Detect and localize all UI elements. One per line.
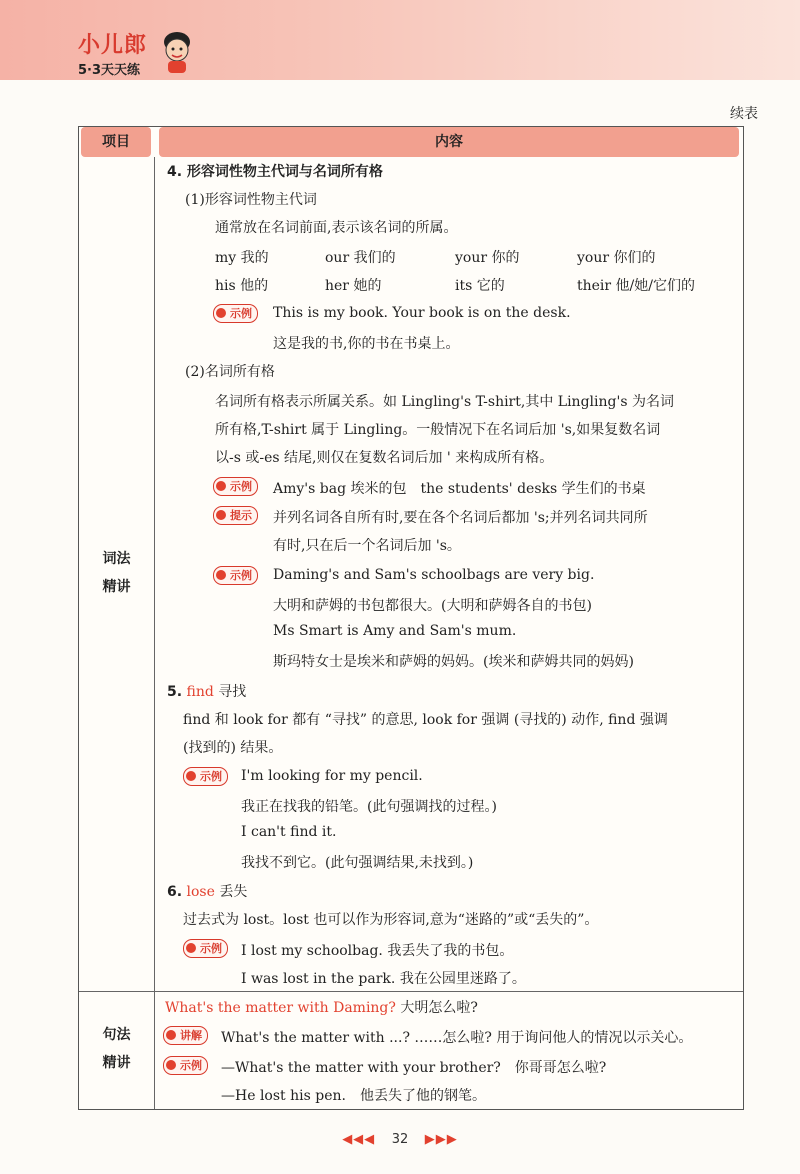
syntax-title	[165, 997, 478, 1017]
section-label-syntax: 句法 精讲	[102, 1027, 131, 1071]
example-tag: 示例	[163, 1056, 208, 1075]
page-footer	[0, 1132, 800, 1147]
section-label-vocabulary: 词法 精讲	[102, 551, 131, 595]
syntax-explain: What's the matter with ...? ……怎么啦? 用于询问他人的情况以示关心。	[221, 1030, 693, 1046]
row-divider	[79, 991, 743, 992]
column-header-content: 内容	[159, 127, 739, 157]
column-divider	[154, 157, 155, 1109]
section-5-desc-1: find 和 look for 都有 “寻找” 的意思, look for 强调 (寻找的) 动作, find 强调	[183, 712, 668, 728]
section-5-word: find	[186, 684, 214, 700]
explain-tag: 讲解	[163, 1026, 208, 1045]
section-6-desc: 过去式为 lost。lost 也可以作为形容词,意为“迷路的”或“丢失的”。	[183, 912, 599, 928]
section-4-sub2-desc-2: 所有格,T-shirt 属于 Lingling。一般情况下在名词后加 's,如果复数名词	[215, 422, 661, 438]
pronoun-my: my 我的	[215, 250, 269, 266]
section-4-title: 4. 形容词性物主代词与名词所有格	[167, 164, 383, 180]
pronoun-its: its 它的	[455, 278, 505, 294]
section-5-title	[167, 681, 246, 701]
section-5-desc-2: (找到的) 结果。	[183, 740, 283, 756]
section-6-meaning: 丢失	[219, 884, 248, 900]
section-6-word: lose	[186, 884, 215, 900]
tip-tag: 提示	[213, 506, 258, 525]
section-4-sub2-desc-3: 以-s 或-es 结尾,则仅在复数名词后加 ' 来构成所有格。	[215, 450, 554, 466]
syntax-title-en: What's the matter with Daming?	[165, 1000, 396, 1016]
next-arrows-icon: ▶▶▶	[424, 1132, 458, 1147]
example-3-en-1: Daming's and Sam's schoolbags are very big.	[273, 567, 595, 583]
section-5-number: 5.	[167, 684, 183, 700]
example-tag: 示例	[213, 304, 258, 323]
example-tag: 示例	[183, 939, 228, 958]
example-tag: 示例	[213, 477, 258, 496]
section-5-meaning: 寻找	[218, 684, 247, 700]
syntax-example-1: —What's the matter with your brother? 你哥哥怎么啦?	[221, 1060, 607, 1076]
section-6-number: 6.	[167, 884, 183, 900]
table-header-row	[79, 127, 743, 157]
syntax-title-cn: 大明怎么啦?	[400, 1000, 478, 1016]
section-6-title	[167, 881, 247, 901]
continued-label: 续表	[730, 106, 758, 122]
tip-line-2: 有时,只在后一个名词后加 's。	[273, 538, 461, 554]
example-2: Amy's bag 埃米的包 the students' desks 学生们的书桌	[273, 481, 646, 497]
example-3-en-2: Ms Smart is Amy and Sam's mum.	[273, 623, 517, 639]
brand-logo	[78, 28, 147, 78]
example-tag: 示例	[213, 566, 258, 585]
section-4-sub1: (1)形容词性物主代词	[185, 192, 317, 208]
page-number: 32	[391, 1132, 409, 1147]
pronoun-our: our 我们的	[325, 250, 396, 266]
prev-arrows-icon: ◀◀◀	[342, 1132, 376, 1147]
example-1-en: This is my book. Your book is on the desk.	[273, 305, 571, 321]
example-1-cn: 这是我的书,你的书在书桌上。	[273, 336, 460, 352]
pronoun-her: her 她的	[325, 278, 382, 294]
section-5-example-cn-1: 我正在找我的铅笔。(此句强调找的过程。)	[241, 799, 497, 815]
pronoun-their: their 他/她/它们的	[577, 278, 695, 294]
syntax-example-2: —He lost his pen. 他丢失了他的钢笔。	[221, 1088, 486, 1104]
section-5-example-en-2: I can't find it.	[241, 824, 337, 840]
example-tag: 示例	[183, 767, 228, 786]
section-4-sub2-desc-1: 名词所有格表示所属关系。如 Lingling's T-shirt,其中 Lingling's 为名词	[215, 394, 674, 410]
pronoun-his: his 他的	[215, 278, 269, 294]
pronoun-your-singular: your 你的	[455, 250, 520, 266]
example-3-cn-1: 大明和萨姆的书包都很大。(大明和萨姆各自的书包)	[273, 598, 592, 614]
section-4-sub1-desc: 通常放在名词前面,表示该名词的所属。	[215, 220, 458, 236]
pronoun-your-plural: your 你们的	[577, 250, 656, 266]
mascot-icon	[160, 30, 194, 74]
brand-name: 小儿郎	[78, 33, 148, 58]
section-5-example-en-1: I'm looking for my pencil.	[241, 768, 423, 784]
column-header-item: 项目	[81, 127, 151, 157]
example-3-cn-2: 斯玛特女士是埃米和萨姆的妈妈。(埃米和萨姆共同的妈妈)	[273, 654, 634, 670]
brand-series: 5·3天天练	[78, 63, 141, 78]
section-5-example-cn-2: 我找不到它。(此句强调结果,未找到。)	[241, 855, 474, 871]
section-4-sub2: (2)名词所有格	[185, 364, 275, 380]
section-6-example-2: I was lost in the park. 我在公园里迷路了。	[241, 971, 526, 987]
grammar-table	[78, 126, 744, 1110]
tip-line-1: 并列名词各自所有时,要在各个名词后都加 's;并列名词共同所	[273, 510, 648, 526]
section-6-example-1: I lost my schoolbag. 我丢失了我的书包。	[241, 943, 514, 959]
